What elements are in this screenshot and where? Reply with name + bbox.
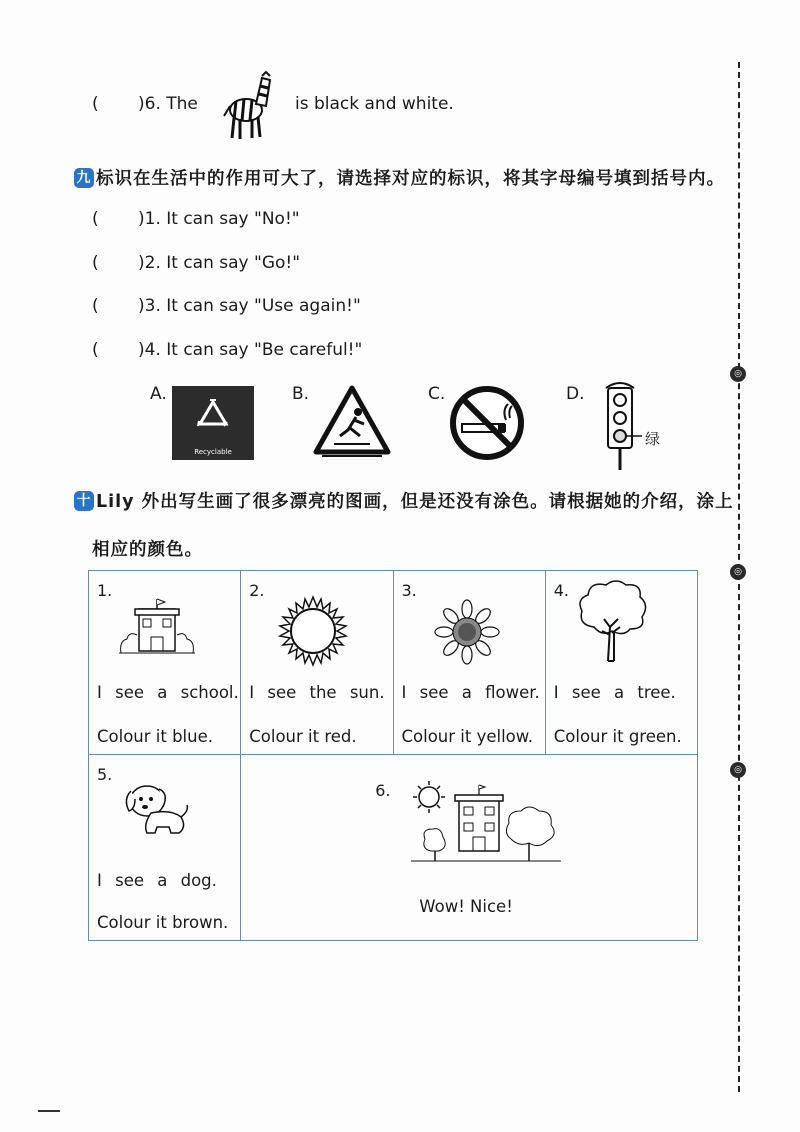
sign-b-letter: B.: [292, 384, 310, 404]
picture-cell-5[interactable]: [89, 755, 241, 941]
sign-c-letter: C.: [428, 384, 446, 404]
sign-a-letter: A.: [150, 384, 167, 404]
cell-instruction: Colour it blue.: [97, 727, 213, 746]
answer-paren[interactable]: (: [92, 296, 99, 316]
no-smoking-sign-icon: [448, 384, 526, 462]
caution-slip-sign-icon: [312, 384, 392, 460]
school-icon: [117, 597, 197, 657]
cell-instruction: Colour it red.: [249, 727, 357, 746]
question-6-rest: is black and white.: [295, 94, 454, 114]
dog-icon: [123, 781, 193, 839]
cell-sentence-4: I see a tree.: [553, 683, 676, 702]
picture-cell-3[interactable]: [393, 571, 545, 755]
recycle-caption: Recyclable: [194, 448, 232, 456]
answer-paren[interactable]: (: [92, 340, 99, 360]
cell-sentence-2: I see the sun.: [249, 683, 385, 702]
cell-sentence-1: I see a school.: [97, 683, 239, 702]
sign-question-3: ( )3. It can say "Use again!": [92, 296, 361, 316]
cell-caption-6: Wow! Nice!: [419, 897, 513, 916]
answer-paren[interactable]: (: [92, 94, 99, 114]
cell-number: 3.: [401, 581, 417, 600]
cell-sentence-3: I see a flower.: [401, 683, 540, 702]
corner-mark: [38, 1110, 60, 1112]
section-badge: 十: [74, 491, 94, 511]
sign-d-letter: D.: [566, 384, 585, 404]
cell-instruction: Colour it green.: [553, 727, 682, 746]
section-10-title-line2: 相应的颜色。: [92, 540, 203, 560]
cell-number: 1.: [97, 581, 113, 600]
green-light-label: 绿: [645, 430, 661, 448]
sign-question-2: ( )2. It can say "Go!": [92, 253, 301, 273]
section-badge: 九: [74, 168, 94, 188]
recycle-sign-icon: [172, 386, 254, 460]
sun-icon: [273, 591, 353, 671]
binding-hole-2: ◎: [730, 564, 746, 580]
traffic-light-icon: [598, 378, 644, 472]
answer-paren[interactable]: (: [92, 253, 99, 273]
picture-cell-6[interactable]: [241, 755, 698, 941]
sign-question-4: ( )4. It can say "Be careful!": [92, 340, 363, 360]
binding-hole-3: ◎: [730, 762, 746, 778]
colouring-table: [88, 570, 698, 941]
picture-cell-1[interactable]: [89, 571, 241, 755]
cell-number: 5.: [97, 765, 113, 784]
picture-cell-4[interactable]: [545, 571, 697, 755]
scene-icon: [411, 781, 561, 863]
question-6: ( )6. The: [92, 94, 198, 114]
sign-question-1: ( )1. It can say "No!": [92, 209, 300, 229]
section-9-title: 九 标识在生活中的作用可大了，请选择对应的标识，将其字母编号填到括号内。: [74, 165, 725, 190]
binding-hole-1: ◎: [730, 366, 746, 382]
tree-icon: [574, 577, 650, 663]
cell-number: 2.: [249, 581, 265, 600]
cell-sentence-5: I see a dog.: [97, 871, 217, 890]
picture-cell-2[interactable]: [241, 571, 393, 755]
section-10-title: 十 Lily 外出写生画了很多漂亮的图画，但是还没有涂色。请根据她的介绍，涂上: [74, 488, 734, 513]
zebra-icon: [222, 70, 274, 142]
cell-instruction: Colour it yellow.: [401, 727, 533, 746]
answer-paren[interactable]: (: [92, 209, 99, 229]
cell-number: 4.: [553, 581, 570, 600]
cell-number: 6.: [375, 781, 391, 800]
cell-instruction: Colour it brown.: [97, 913, 229, 932]
flower-icon: [434, 599, 500, 665]
